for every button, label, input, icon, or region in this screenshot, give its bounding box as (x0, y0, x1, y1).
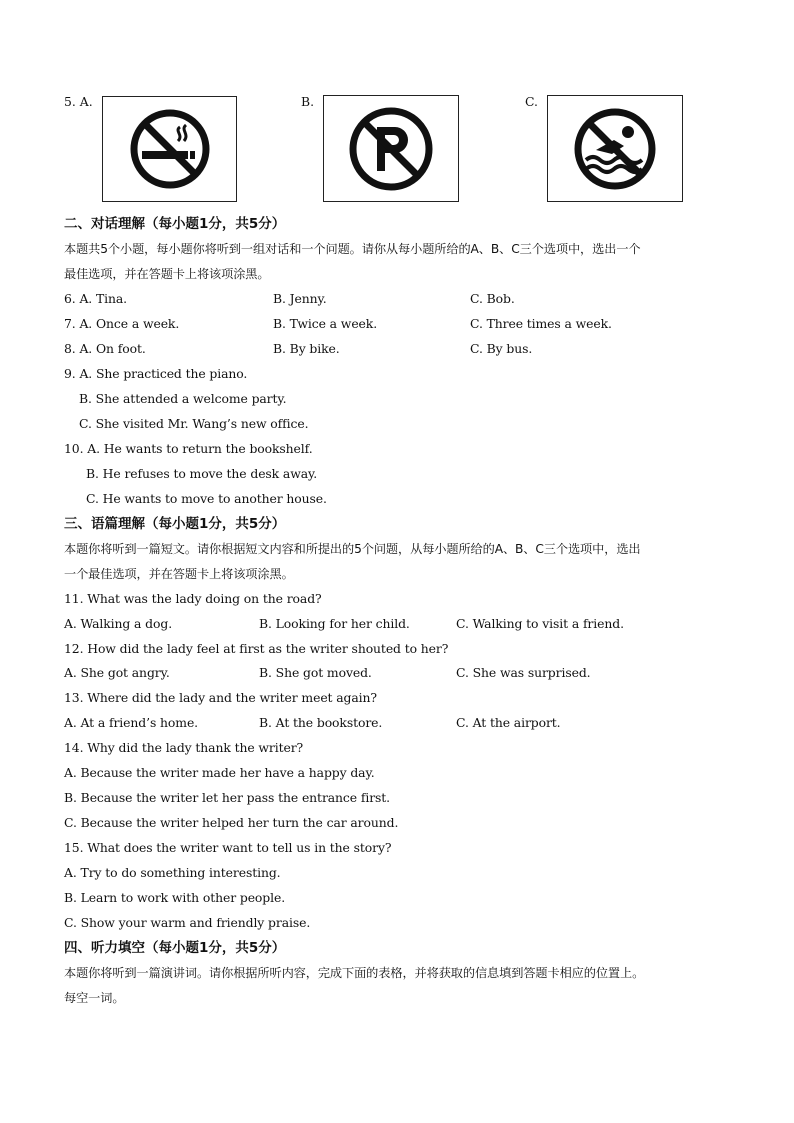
section-4-heading: 四、听力填空（每小题1分，共5分） (64, 940, 286, 956)
no-swimming-sign-icon (572, 106, 658, 192)
q13-question: 13. Where did the lady and the writer meet again? (64, 690, 377, 705)
q12-option-b[interactable]: B. She got moved. (259, 665, 372, 680)
q14-option-c[interactable]: C. Because the writer helped her turn the car around. (64, 815, 399, 830)
section-2-heading: 二、对话理解（每小题1分，共5分） (64, 216, 286, 232)
section-2-instructions-line-1: 本题共5个小题，每小题你将听到一组对话和一个问题。请你从每小题所给的A、B、C三个选项中，选出一个 (64, 242, 641, 256)
q12-option-a[interactable]: A. She got angry. (64, 665, 170, 680)
q15-question: 15. What does the writer want to tell us in the story? (64, 840, 392, 855)
q15-option-a[interactable]: A. Try to do something interesting. (64, 865, 281, 880)
q15-option-b[interactable]: B. Learn to work with other people. (64, 890, 286, 905)
q5-option-b-image[interactable] (323, 95, 459, 202)
q14-question: 14. Why did the lady thank the writer? (64, 740, 304, 755)
q8-option-b[interactable]: B. By bike. (273, 341, 340, 356)
q13-option-b[interactable]: B. At the bookstore. (259, 715, 383, 730)
q5-option-c-image[interactable] (547, 95, 683, 202)
q9-option-a[interactable]: 9. A. She practiced the piano. (64, 366, 248, 381)
q13-option-a[interactable]: A. At a friend’s home. (64, 715, 199, 730)
no-parking-sign-icon (347, 105, 435, 193)
q14-option-b[interactable]: B. Because the writer let her pass the entrance first. (64, 790, 390, 805)
q11-option-b[interactable]: B. Looking for her child. (259, 616, 410, 631)
q9-option-c[interactable]: C. She visited Mr. Wang’s new office. (79, 416, 309, 431)
q15-option-c[interactable]: C. Show your warm and friendly praise. (64, 915, 311, 930)
q11-question: 11. What was the lady doing on the road? (64, 591, 322, 606)
q8-option-c[interactable]: C. By bus. (470, 341, 533, 356)
q7-option-c[interactable]: C. Three times a week. (470, 316, 612, 331)
q14-option-a[interactable]: A. Because the writer made her have a happy day. (64, 765, 375, 780)
q11-option-c[interactable]: C. Walking to visit a friend. (456, 616, 624, 631)
q11-option-a[interactable]: A. Walking a dog. (64, 616, 173, 631)
q5-option-a-label: 5. A. (64, 94, 93, 109)
section-3-instructions-line-2: 一个最佳选项，并在答题卡上将该项涂黑。 (64, 567, 294, 581)
q12-question: 12. How did the lady feel at first as the writer shouted to her? (64, 641, 449, 656)
section-4-instructions-line-1: 本题你将听到一篇演讲词。请你根据所听内容，完成下面的表格，并将获取的信息填到答题卡相应的位置上。 (64, 966, 645, 980)
section-3-heading: 三、语篇理解（每小题1分，共5分） (64, 516, 286, 532)
q5-option-c-label: C. (525, 94, 538, 109)
q7-option-a[interactable]: 7. A. Once a week. (64, 316, 180, 331)
section-2-instructions-line-2: 最佳选项，并在答题卡上将该项涂黑。 (64, 267, 270, 281)
q10-option-a[interactable]: 10. A. He wants to return the bookshelf. (64, 441, 313, 456)
q8-option-a[interactable]: 8. A. On foot. (64, 341, 146, 356)
q5-option-a-image[interactable] (102, 96, 237, 202)
no-smoking-sign-icon (128, 107, 212, 191)
q9-option-b[interactable]: B. She attended a welcome party. (79, 391, 287, 406)
q6-option-a[interactable]: 6. A. Tina. (64, 291, 128, 306)
q10-option-b[interactable]: B. He refuses to move the desk away. (86, 466, 318, 481)
q13-option-c[interactable]: C. At the airport. (456, 715, 561, 730)
q6-option-b[interactable]: B. Jenny. (273, 291, 327, 306)
section-4-instructions-line-2: 每空一词。 (64, 991, 125, 1005)
q6-option-c[interactable]: C. Bob. (470, 291, 515, 306)
q5-option-b-label: B. (301, 94, 315, 109)
q7-option-b[interactable]: B. Twice a week. (273, 316, 378, 331)
q10-option-c[interactable]: C. He wants to move to another house. (86, 491, 327, 506)
section-3-instructions-line-1: 本题你将听到一篇短文。请你根据短文内容和所提出的5个问题，从每小题所给的A、B、C三个选项中，选出 (64, 542, 641, 556)
q12-option-c[interactable]: C. She was surprised. (456, 665, 591, 680)
